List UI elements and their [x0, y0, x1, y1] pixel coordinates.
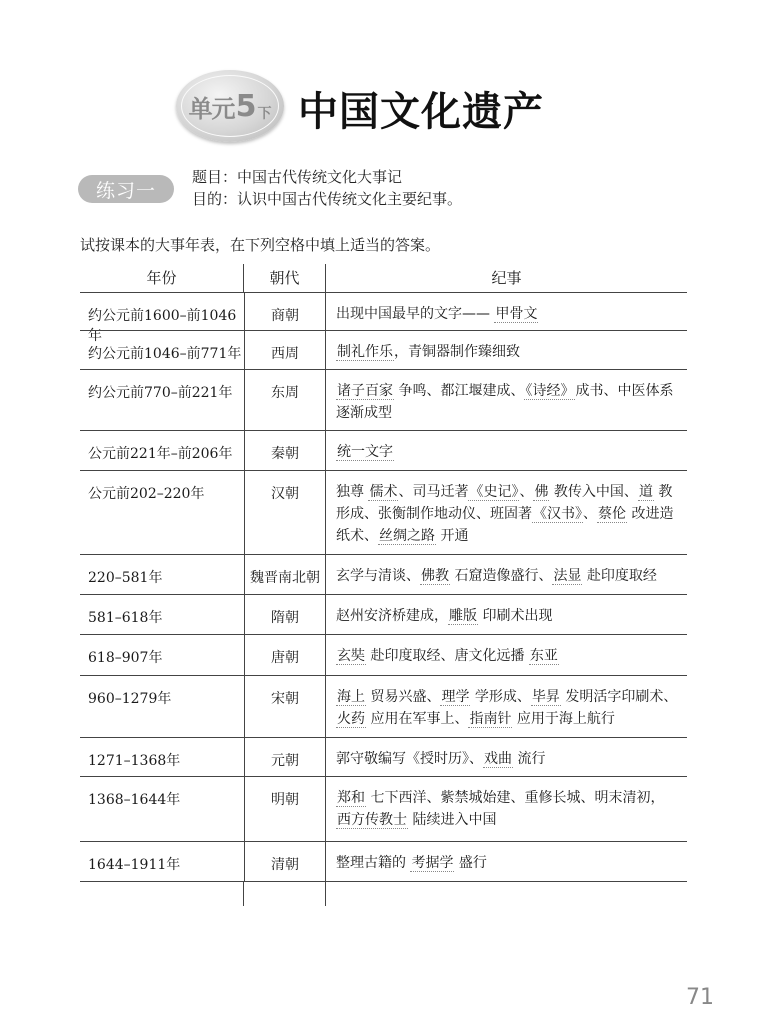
event-text: 、	[519, 484, 534, 500]
empty-cell	[326, 882, 687, 906]
filled-blank: 道	[638, 484, 653, 500]
unit-number: 5	[235, 88, 257, 124]
instruction-text: 试按课本的大事年表，在下列空格中填上适当的答案。	[80, 236, 441, 254]
filled-blank: 佛教	[421, 568, 449, 584]
event-cell	[326, 471, 687, 555]
event-cell	[326, 635, 687, 675]
table-body	[80, 292, 687, 906]
dynasty-cell: 元朝	[244, 738, 326, 778]
filled-blank: 诸子百家	[337, 383, 393, 399]
event-text: 整理古籍的	[336, 855, 411, 871]
exercise-tag: 练习一	[78, 175, 174, 203]
header-events: 纪事	[491, 269, 522, 287]
filled-blank: 《诗经》	[525, 383, 575, 399]
table-row	[80, 675, 687, 737]
event-cell	[326, 738, 687, 778]
event-text: ，青铜器制作臻细致	[394, 344, 520, 360]
dynasty-cell: 清朝	[244, 842, 326, 882]
empty-cell	[244, 882, 326, 906]
table-row	[80, 369, 687, 430]
event-cell	[326, 777, 687, 841]
filled-blank: 蔡伦	[598, 506, 626, 522]
filled-blank: 毕昇	[531, 689, 560, 705]
filled-blank: 戏曲	[484, 751, 512, 767]
year-cell: 公元前202–220年	[88, 486, 205, 502]
filled-blank: 指南针	[469, 711, 512, 727]
event-text: 出现中国最早的文字——	[336, 306, 495, 322]
filled-blank: 《汉书》	[533, 506, 582, 522]
table-row	[80, 330, 687, 369]
filled-blank: 东亚	[529, 648, 558, 664]
empty-row	[80, 881, 687, 906]
event-text: 陆续进入中国	[408, 812, 497, 828]
table-header-row	[80, 264, 687, 292]
year-cell: 约公元前1046–前771年	[88, 346, 242, 362]
filled-blank: 儒术	[369, 484, 398, 500]
event-text: 石窟造像盛行、	[450, 568, 553, 584]
filled-blank: 统一文字	[337, 444, 393, 460]
header-year: 年份	[80, 264, 244, 292]
unit-prefix: 单元	[188, 94, 235, 123]
event-text: 改进造纸术、	[336, 506, 674, 544]
event-cell	[326, 555, 687, 595]
event-text: 、司马迁著	[398, 484, 469, 500]
page-title: 中国文化遗产	[298, 89, 544, 135]
dynasty-cell: 唐朝	[244, 635, 326, 675]
event-text: 教传入中国、	[549, 484, 638, 500]
event-text: 成书、中医体系逐渐成型	[336, 383, 674, 421]
filled-blank: 《史记》	[469, 484, 519, 500]
filled-blank: 甲骨文	[495, 306, 538, 322]
exercise-topic: 题目：中国古代传统文化大事记	[192, 168, 403, 186]
table-row	[80, 737, 687, 776]
year-cell: 约公元前770–前221年	[88, 385, 233, 401]
filled-blank: 火药	[337, 711, 365, 727]
year-cell: 960–1279年	[88, 691, 172, 707]
filled-blank: 玄奘	[337, 648, 365, 664]
event-text: 印刷术出现	[478, 608, 553, 624]
year-cell: 公元前221年–前206年	[88, 446, 233, 462]
event-text: 教形成、张衡制作地动仪、班固著	[336, 484, 673, 522]
event-text: 流行	[513, 751, 546, 767]
dynasty-cell: 东周	[244, 370, 326, 432]
table-row	[80, 554, 687, 594]
year-cell: 约公元前1600–前1046年	[88, 308, 237, 344]
table-row	[80, 430, 687, 470]
dynasty-cell: 汉朝	[244, 471, 326, 555]
event-cell	[326, 431, 687, 471]
filled-blank: 雕版	[449, 608, 477, 624]
timeline-table	[80, 264, 687, 906]
event-text: 发明活字印刷术、	[560, 689, 678, 705]
filled-blank: 制礼作乐	[337, 344, 393, 360]
table-row	[80, 634, 687, 675]
year-cell: 1644–1911年	[88, 857, 181, 873]
event-cell	[326, 370, 687, 432]
header-dynasty: 朝代	[244, 264, 326, 292]
event-cell	[326, 595, 687, 635]
exercise-goal: 目的：认识中国古代传统文化主要纪事。	[192, 190, 463, 208]
event-text: 争鸣、都江堰建成、	[394, 383, 525, 399]
year-cell: 581–618年	[88, 610, 163, 626]
event-text: 赵州安济桥建成，	[336, 608, 448, 624]
event-cell	[326, 842, 687, 882]
event-text: 郭守敬编写《授时历》、	[336, 751, 483, 767]
event-text: 开通	[436, 528, 469, 544]
event-text: 独尊	[336, 484, 369, 500]
filled-blank: 西方传教士	[337, 812, 407, 828]
table-row	[80, 470, 687, 554]
filled-blank: 郑和	[337, 790, 365, 806]
dynasty-cell: 秦朝	[244, 431, 326, 471]
year-cell: 618–907年	[88, 650, 163, 666]
filled-blank: 考据学	[411, 855, 454, 871]
filled-blank: 佛	[534, 484, 549, 500]
dynasty-cell: 明朝	[244, 777, 326, 841]
filled-blank: 海上	[337, 689, 365, 705]
event-cell	[326, 331, 687, 371]
dynasty-cell: 魏晋南北朝	[244, 555, 326, 595]
page-number: 71	[686, 985, 714, 1010]
year-cell: 1271–1368年	[88, 753, 181, 769]
unit-part: 下	[257, 106, 272, 122]
year-cell: 1368–1644年	[88, 792, 181, 808]
event-text: 应用于海上航行	[512, 711, 615, 727]
event-text: 玄学与清谈、	[336, 568, 420, 584]
event-text: 学形成、	[470, 689, 531, 705]
unit-badge	[176, 70, 284, 142]
table-row	[80, 292, 687, 344]
event-text: 七下西洋、紫禁城始建、重修长城、明末清初，	[366, 790, 665, 806]
dynasty-cell: 隋朝	[244, 595, 326, 635]
event-text: 盛行	[454, 855, 487, 871]
event-text: 、	[583, 506, 597, 522]
event-text: 应用在军事上、	[366, 711, 469, 727]
event-text: 赴印度取经、唐文化远播	[366, 648, 529, 664]
year-cell: 220–581年	[88, 570, 163, 586]
event-text: 贸易兴盛、	[366, 689, 441, 705]
dynasty-cell: 商朝	[244, 293, 326, 345]
table-row	[80, 841, 687, 881]
filled-blank: 理学	[441, 689, 470, 705]
dynasty-cell: 宋朝	[244, 676, 326, 738]
dynasty-cell: 西周	[244, 331, 326, 371]
empty-cell	[80, 882, 244, 906]
unit-badge-inner	[181, 75, 279, 137]
event-text: 赴印度取经	[582, 568, 657, 584]
filled-blank: 丝绸之路	[379, 528, 435, 544]
event-cell	[326, 676, 687, 738]
table-row	[80, 594, 687, 634]
table-row	[80, 776, 687, 841]
filled-blank: 法显	[553, 568, 582, 584]
